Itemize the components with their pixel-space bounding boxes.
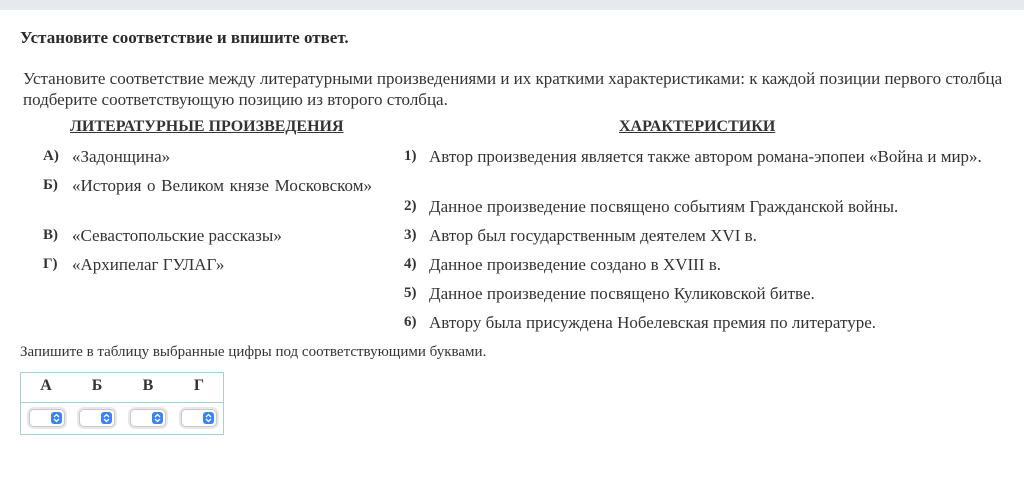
characteristic-key: 4) <box>404 256 417 272</box>
updown-chevron-icon <box>203 412 214 424</box>
work-text: «История о Великом князе Московском» <box>72 176 372 195</box>
work-key: В) <box>43 227 58 243</box>
answer-header-c: В <box>142 377 154 394</box>
answer-select-b[interactable] <box>79 409 115 427</box>
work-key: А) <box>43 148 59 164</box>
answer-select-d[interactable] <box>181 409 217 427</box>
work-text: «Задонщина» <box>72 147 171 166</box>
works-column-header: ЛИТЕРАТУРНЫЕ ПРОИЗВЕДЕНИЯ <box>70 118 344 135</box>
answer-select-a[interactable] <box>29 409 65 427</box>
work-key: Г) <box>43 256 58 272</box>
task-text: Установите соответствие между литературными произведениями и их краткими характеристиками: к каждой позиции первого столбца подберите соответствующую позицию из второго столбца. <box>23 69 1003 109</box>
answer-table-divider <box>21 402 223 403</box>
updown-chevron-icon <box>101 412 112 424</box>
characteristic-text: Автору была присуждена Нобелевская премия по литературе. <box>429 313 877 332</box>
characteristic-key: 6) <box>404 314 417 330</box>
answer-select-c[interactable] <box>130 409 166 427</box>
characteristic-key: 5) <box>404 285 417 301</box>
characteristic-text: Автор произведения является также автором романа-эпопеи «Война и мир». <box>429 147 982 166</box>
characteristic-key: 3) <box>404 227 417 243</box>
work-text: «Архипелаг ГУЛАГ» <box>72 255 225 274</box>
answer-table <box>20 372 224 435</box>
answer-table-header-row <box>21 377 223 399</box>
characteristic-text: Данное произведение посвящено событиям Гражданской войны. <box>429 197 899 216</box>
characteristic-key: 2) <box>404 198 417 214</box>
characteristic-text: Автор был государственным деятелем XVI в. <box>429 226 757 245</box>
top-bar <box>0 0 1024 10</box>
answer-header-a: А <box>40 377 52 394</box>
task-title: Установите соответствие и впишите ответ. <box>20 28 349 47</box>
characteristic-text: Данное произведение посвящено Куликовской битве. <box>429 284 815 303</box>
work-key: Б) <box>43 177 58 193</box>
work-text: «Севастопольские рассказы» <box>72 226 282 245</box>
answer-header-b: Б <box>91 377 103 394</box>
updown-chevron-icon <box>152 412 163 424</box>
answer-instruction: Запишите в таблицу выбранные цифры под соответствующими буквами. <box>20 344 487 360</box>
characteristic-text: Данное произведение создано в XVIII в. <box>429 255 722 274</box>
answer-header-d: Г <box>193 377 205 394</box>
characteristics-column-header: ХАРАКТЕРИСТИКИ <box>619 118 776 135</box>
updown-chevron-icon <box>51 412 62 424</box>
characteristic-key: 1) <box>404 148 417 164</box>
